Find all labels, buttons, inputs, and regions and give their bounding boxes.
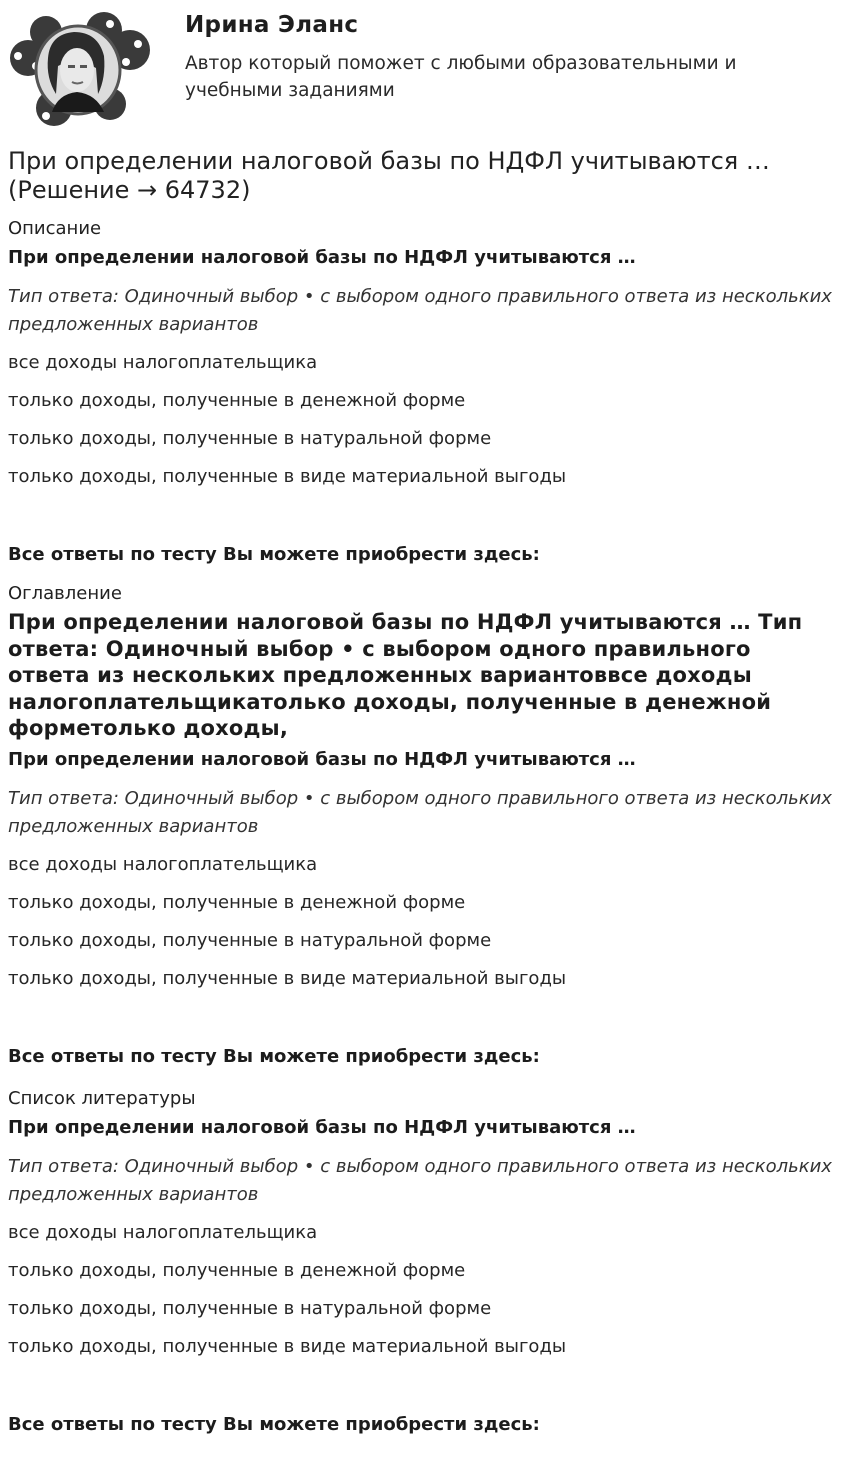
avatar-photo-icon [6,8,152,128]
option-item: только доходы, полученные в денежной форме [8,891,466,913]
page-title: При определении налоговой базы по НДФЛ учитываются … (Решение → 64732) [8,147,770,204]
option-item: только доходы, полученные в денежной форме [8,390,466,411]
toc-section [8,583,838,1068]
option-item: все доходы налогоплательщика [8,352,318,373]
option-item: только доходы, полученные в виде материальной выгоды [8,967,567,989]
section-label: Оглавление [8,583,122,604]
author-header [0,0,847,140]
answer-type: Тип ответа: Одиночный выбор • с выбором одного правильного ответа из нескольких предложенных вариантов [8,286,832,335]
question-title: При определении налоговой базы по НДФЛ учитываются … [8,247,636,268]
toc-summary: При определении налоговой базы по НДФЛ учитываются … Тип ответа: Одиночный выбор • с выбором одного правильного ответа из нескольких предложенных вариантоввсе доходы налогоплательщикатолько доходы, полученные в денежной форметолько доходы, [8,610,803,740]
option-item: только доходы, полученные в виде материальной выгоды [8,466,567,487]
buy-answers-text: Все ответы по тесту Вы можете приобрести здесь: [8,1045,540,1067]
option-item: все доходы налогоплательщика [8,1222,318,1243]
author-avatar[interactable] [6,8,152,128]
option-item: только доходы, полученные в денежной форме [8,1260,466,1281]
question-title: При определении налоговой базы по НДФЛ учитываются … [8,748,636,770]
section-label: Описание [8,218,102,239]
option-item: только доходы, полученные в виде материальной выгоды [8,1336,567,1357]
answer-type: Тип ответа: Одиночный выбор • с выбором одного правильного ответа из нескольких предложенных вариантов [8,787,832,837]
option-item: только доходы, полученные в натуральной форме [8,1298,492,1319]
author-bio: Автор который поможет с любыми образовательными и учебными заданиями [185,53,737,101]
references-section [8,1088,838,1436]
option-item: только доходы, полученные в натуральной форме [8,428,492,449]
question-title: При определении налоговой базы по НДФЛ учитываются … [8,1117,636,1138]
answer-type: Тип ответа: Одиночный выбор • с выбором одного правильного ответа из нескольких предложенных вариантов [8,1156,832,1205]
buy-answers-text: Все ответы по тесту Вы можете приобрести здесь: [8,544,540,565]
option-item: только доходы, полученные в натуральной форме [8,929,492,951]
option-item: все доходы налогоплательщика [8,853,318,875]
description-section [8,218,838,566]
author-name[interactable]: Ирина Эланс [185,12,359,38]
section-label: Список литературы [8,1088,196,1109]
buy-answers-text: Все ответы по тесту Вы можете приобрести здесь: [8,1414,540,1435]
